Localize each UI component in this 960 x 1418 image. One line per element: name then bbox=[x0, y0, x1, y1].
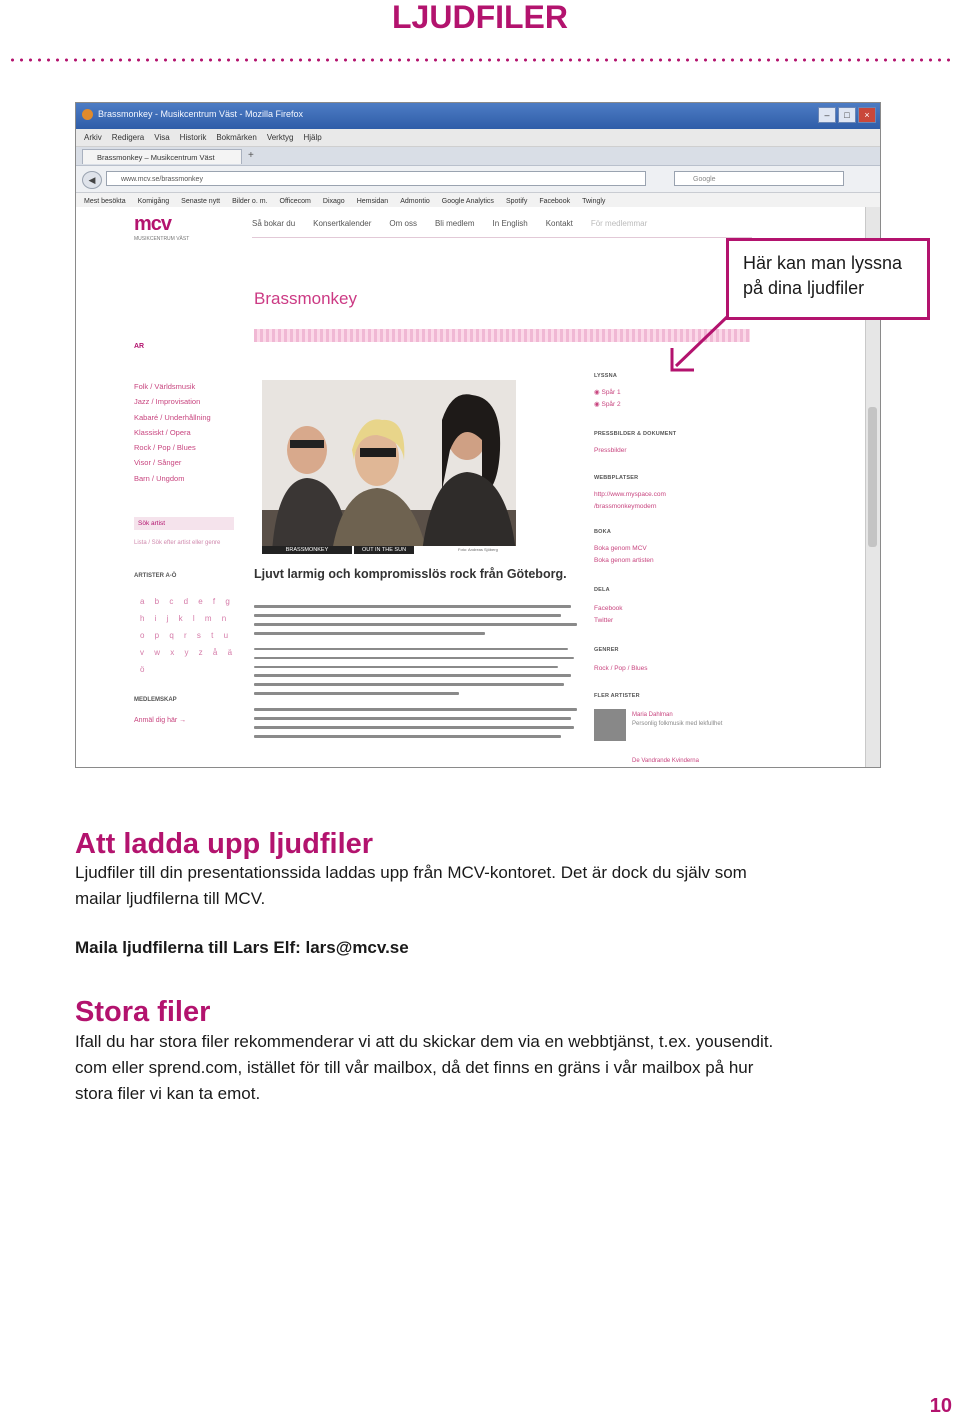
bookmark-item[interactable]: Komigång bbox=[137, 197, 170, 205]
more-artist-desc: Personlig folkmusik med lekfullhet bbox=[632, 721, 723, 727]
site-nav bbox=[252, 219, 647, 228]
tab-bar bbox=[76, 147, 880, 166]
minimize-icon[interactable]: – bbox=[818, 107, 836, 123]
upload-paragraph bbox=[75, 860, 895, 912]
dotted-divider bbox=[8, 58, 952, 62]
scrollbar-thumb[interactable] bbox=[868, 407, 877, 547]
artist-thumbnail[interactable] bbox=[594, 709, 626, 741]
caption-photo-credit: Foto: Andreas Sjöberg bbox=[458, 547, 498, 552]
bookmark-item[interactable]: Spotify bbox=[505, 197, 528, 205]
book-links bbox=[594, 543, 654, 567]
new-tab-icon[interactable]: + bbox=[248, 150, 254, 161]
browser-tab[interactable]: Brassmonkey – Musikcentrum Väst bbox=[82, 149, 242, 164]
callout-arrow-icon bbox=[660, 310, 740, 380]
listen-heading: LYSSNA bbox=[594, 373, 618, 379]
site-nav-item[interactable]: Konsertkalender bbox=[313, 219, 372, 228]
site-nav-item[interactable]: Kontakt bbox=[545, 219, 573, 228]
section-heading-upload: Att ladda upp ljudfiler bbox=[75, 828, 374, 860]
artists-heading: ARTISTER A-Ö bbox=[134, 573, 177, 579]
genre-link[interactable]: Visor / Sånger bbox=[134, 458, 182, 468]
menu-item[interactable]: Bokmärken bbox=[216, 133, 257, 142]
article-body bbox=[254, 605, 584, 744]
menu-bar bbox=[76, 129, 880, 147]
back-arrow-icon[interactable]: ◀ bbox=[82, 171, 102, 189]
track-link[interactable]: ◉ Spår 1 bbox=[594, 389, 621, 396]
book-heading: BOKA bbox=[594, 529, 611, 535]
callout-box bbox=[726, 238, 930, 320]
band-photo-illustration bbox=[262, 380, 516, 552]
genre-link-right[interactable]: Rock / Pop / Blues bbox=[594, 665, 648, 672]
paragraph-line: com eller sprend.com, istället för till vår mailbox, då det finns en gräns i vår mailbox på hur bbox=[75, 1058, 754, 1077]
menu-item[interactable]: Historik bbox=[179, 133, 207, 142]
artist-search-box[interactable]: Sök artist bbox=[134, 517, 234, 530]
paragraph-line: mailar ljudfilerna till MCV. bbox=[75, 889, 266, 908]
page-title: LJUDFILER bbox=[392, 0, 568, 35]
web-link[interactable]: /brassmonkeymodern bbox=[594, 503, 657, 510]
genre-link[interactable]: Klassiskt / Opera bbox=[134, 427, 191, 437]
track-link[interactable]: ◉ Spår 2 bbox=[594, 401, 621, 408]
more-artist-name[interactable]: Maria Dahlman bbox=[632, 712, 673, 718]
share-links bbox=[594, 603, 623, 627]
url-input[interactable]: www.mcv.se/brassmonkey bbox=[106, 171, 646, 186]
search-hint: Lista / Sök efter artist eller genre bbox=[134, 540, 221, 546]
play-icon: ◉ bbox=[594, 401, 602, 408]
section-heading-large-files: Stora filer bbox=[75, 996, 211, 1028]
bookmark-item[interactable]: Twingly bbox=[582, 197, 606, 205]
genre-link[interactable]: Barn / Ungdom bbox=[134, 473, 185, 483]
play-icon: ◉ bbox=[594, 389, 602, 396]
web-link[interactable]: http://www.myspace.com bbox=[594, 491, 666, 498]
more-artist-link[interactable]: De Vandrande Kvinderna bbox=[632, 758, 699, 764]
press-link[interactable]: Pressbilder bbox=[594, 447, 627, 454]
page-number: 10 bbox=[929, 1395, 952, 1417]
caption-album: OUT IN THE SUN bbox=[354, 546, 414, 554]
window-title: Brassmonkey - Musikcentrum Väst - Mozilla Firefox bbox=[98, 109, 304, 119]
book-link[interactable]: Boka genom artisten bbox=[594, 557, 654, 564]
genre-link[interactable]: Folk / Världsmusik bbox=[134, 382, 196, 391]
large-files-paragraph bbox=[75, 1029, 895, 1107]
left-heading: AR bbox=[134, 343, 145, 350]
track-list bbox=[594, 387, 621, 411]
share-heading: DELA bbox=[594, 587, 610, 593]
search-input[interactable]: Google bbox=[674, 171, 844, 186]
membership-link[interactable]: Anmäl dig här → bbox=[134, 717, 187, 724]
genre-link[interactable]: Rock / Pop / Blues bbox=[134, 443, 196, 453]
membership-heading: MEDLEMSKAP bbox=[134, 697, 177, 703]
more-artist bbox=[632, 711, 722, 729]
bookmark-item[interactable]: Dixago bbox=[322, 197, 345, 205]
maximize-icon[interactable]: □ bbox=[838, 107, 856, 123]
callout-line: på dina ljudfiler bbox=[743, 278, 865, 298]
band-photo bbox=[262, 380, 516, 552]
bookmark-item[interactable]: Facebook bbox=[539, 197, 571, 205]
web-links bbox=[594, 489, 666, 513]
menu-item[interactable]: Redigera bbox=[111, 133, 145, 142]
bookmark-item[interactable]: Senaste nytt bbox=[181, 197, 221, 205]
bookmark-item[interactable]: Google Analytics bbox=[441, 197, 494, 205]
menu-item[interactable]: Hjälp bbox=[303, 133, 322, 142]
nav-underline bbox=[252, 237, 752, 238]
genre-list bbox=[134, 379, 211, 486]
artist-title: Brassmonkey bbox=[254, 289, 357, 308]
web-heading: WEBBPLATSER bbox=[594, 475, 639, 481]
nav-bar bbox=[76, 166, 880, 193]
genre-link[interactable]: Kabaré / Underhållning bbox=[134, 412, 211, 422]
press-heading: PRESSBILDER & DOKUMENT bbox=[594, 431, 677, 437]
paragraph-line: Ifall du har stora filer rekommenderar vi att du skickar dem via en webbtjänst, t.ex. yousendit. bbox=[75, 1032, 774, 1051]
close-icon[interactable]: × bbox=[858, 107, 876, 123]
firefox-icon bbox=[82, 109, 93, 120]
browser-screenshot bbox=[75, 102, 881, 768]
letter-index[interactable]: a b c d e f g h i j k l m n o p q r s t u v w x y z å ä ö bbox=[140, 597, 233, 674]
mail-instruction: Maila ljudfilerna till Lars Elf: lars@mcv.se bbox=[75, 938, 409, 957]
site-nav-item[interactable]: In English bbox=[492, 219, 528, 228]
menu-item[interactable]: Arkiv bbox=[84, 133, 102, 142]
bookmark-item[interactable]: Mest besökta bbox=[84, 197, 126, 205]
bookmark-item[interactable]: Hemsidan bbox=[356, 197, 389, 205]
bookmark-item[interactable]: Bilder o. m. bbox=[232, 197, 268, 205]
photo-caption bbox=[262, 546, 516, 556]
site-nav-item[interactable]: För medlemmar bbox=[590, 219, 648, 228]
site-nav-item[interactable]: Om oss bbox=[389, 219, 417, 228]
site-nav-item[interactable]: Så bokar du bbox=[252, 219, 296, 228]
paragraph-line: stora filer vi kan ta emot. bbox=[75, 1084, 261, 1103]
site-nav-item[interactable]: Bli medlem bbox=[434, 219, 475, 228]
article-title: Ljuvt larmig och kompromisslös rock från Göteborg. bbox=[254, 567, 567, 581]
genre-link[interactable]: Jazz / Improvisation bbox=[134, 397, 201, 407]
share-link[interactable]: Facebook bbox=[594, 605, 623, 612]
menu-item[interactable]: Visa bbox=[154, 133, 170, 142]
site-logo-subtitle: MUSIKCENTRUM VÄST bbox=[134, 236, 190, 242]
paragraph-line: Ljudfiler till din presentationssida laddas upp från MCV-kontoret. Det är dock du själv som bbox=[75, 863, 747, 882]
bookmark-item[interactable]: Admontio bbox=[400, 197, 430, 205]
site-logo[interactable]: mcv bbox=[134, 213, 172, 235]
caption-band: BRASSMONKEY bbox=[262, 546, 352, 554]
genre-heading: GENRER bbox=[594, 647, 619, 653]
share-link[interactable]: Twitter bbox=[594, 617, 614, 624]
callout-line: Här kan man lyssna bbox=[743, 253, 903, 273]
menu-item[interactable]: Verktyg bbox=[266, 133, 294, 142]
more-artists-heading: FLER ARTISTER bbox=[594, 693, 640, 699]
book-link[interactable]: Boka genom MCV bbox=[594, 545, 647, 552]
bookmark-item[interactable]: Officecom bbox=[279, 197, 311, 205]
browser-titlebar bbox=[76, 103, 880, 129]
